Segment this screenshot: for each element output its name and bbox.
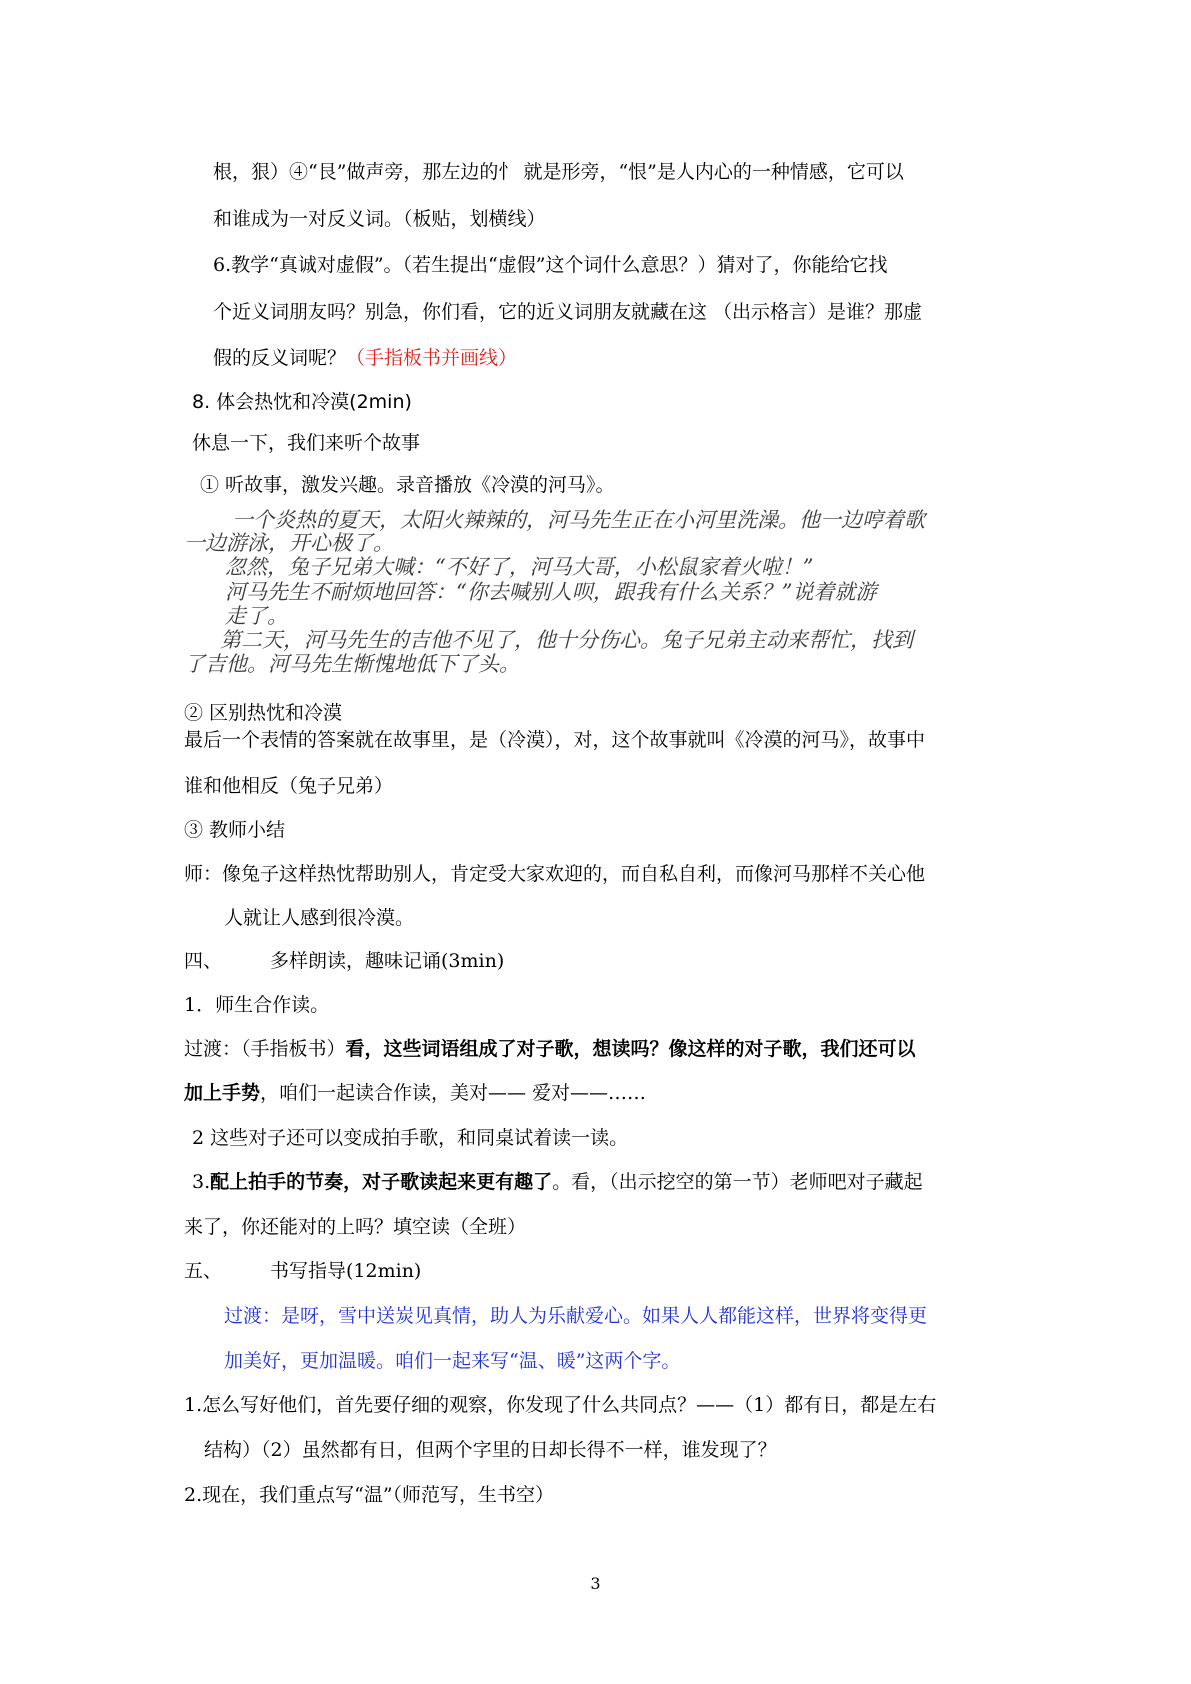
paragraph-line	[184, 1036, 916, 1062]
red-annotation: （手指板书并画线）	[346, 347, 518, 369]
story-line: 一边游泳，开心极了。	[184, 531, 394, 555]
section-title: 书写指导(12min)	[270, 1260, 422, 1282]
bold-text: 看，这些词语组成了对子歌，想读吗？像这样的对子歌，我们还可以	[345, 1038, 916, 1060]
section-title: 多样朗读，趣味记诵(3min)	[270, 950, 505, 972]
section-number: 四、	[184, 950, 223, 972]
paragraph-line: 1.怎么写好他们，首先要仔细的观察，你发现了什么共同点？——（1）都有日，都是左右	[184, 1394, 937, 1416]
paragraph-line: ② 区别热忱和冷漠	[184, 702, 343, 724]
blue-paragraph-line: 加美好，更加温暖。咱们一起来写“温、暖”这两个字。	[224, 1350, 681, 1372]
story-line: 了吉他。河马先生惭愧地低下了头。	[184, 652, 520, 676]
bold-text: 配上拍手的节奏，对子歌读起来更有趣了	[210, 1171, 553, 1193]
text-span: ，咱们一起读合作读，美对—— 爱对——……	[260, 1082, 647, 1104]
story-line: 一个炎热的夏天，太阳火辣辣的，河马先生正在小河里洗澡。他一边哼着歌	[232, 508, 925, 532]
text-span: 假的反义词呢？	[213, 347, 347, 369]
section-heading: 8. 体会热忱和冷漠(2min)	[192, 391, 412, 413]
paragraph-line: 人就让人感到很冷漠。	[224, 907, 415, 929]
paragraph-line: 个近义词朋友吗？别急，你们看，它的近义词朋友就藏在这 （出示格言）是谁？那虚	[213, 301, 923, 323]
text-span: 。看，（出示挖空的第一节）老师吧对子藏起	[552, 1171, 923, 1193]
story-line: 走了。	[225, 604, 288, 628]
paragraph-line	[184, 1080, 646, 1106]
paragraph-line: 2.现在，我们重点写“温”（师范写，生书空）	[184, 1484, 555, 1506]
paragraph-line: 师：像兔子这样热忱帮助别人，肯定受大家欢迎的，而自私自利，而像河马那样不关心他	[184, 863, 926, 885]
section-number: 五、	[184, 1260, 223, 1282]
paragraph-line: ① 听故事，激发兴趣。录音播放《冷漠的河马》。	[200, 474, 615, 496]
paragraph-line: 休息一下，我们来听个故事	[192, 432, 421, 454]
paragraph-line: 结构）（2）虽然都有日，但两个字里的日却长得不一样，谁发现了？	[204, 1439, 777, 1461]
text-span: 3.	[192, 1171, 211, 1193]
text-span: 过渡：（手指板书）	[184, 1038, 346, 1060]
paragraph-line: 来了，你还能对的上吗？填空读（全班）	[184, 1216, 527, 1238]
paragraph-line: 最后一个表情的答案就在故事里，是（冷漠），对，这个故事就叫《冷漠的河马》，故事中	[184, 729, 926, 751]
section-heading	[184, 1258, 421, 1284]
story-line: 忽然，兔子兄弟大喊：“不好了，河马大哥，小松鼠家着火啦！”	[225, 555, 814, 579]
paragraph-line: 根，狠）④“艮”做声旁，那左边的忄 就是形旁，“恨”是人内心的一种情感，它可以	[213, 161, 904, 183]
paragraph-line	[213, 345, 517, 371]
paragraph-line: 6.教学“真诚对虚假”。（若生提出“虚假”这个词什么意思？）猜对了，你能给它找	[213, 254, 888, 276]
story-line: 河马先生不耐烦地回答：“你去喊别人呗，跟我有什么关系？”说着就游	[225, 580, 877, 604]
bold-text: 加上手势	[184, 1082, 261, 1104]
paragraph-line: 和谁成为一对反义词。（板贴，划横线）	[213, 208, 546, 230]
page-number: 3	[590, 1574, 601, 1593]
paragraph-line: ③ 教师小结	[184, 819, 286, 841]
paragraph-line: 谁和他相反（兔子兄弟）	[184, 775, 394, 797]
story-line: 第二天，河马先生的吉他不见了，他十分伤心。兔子兄弟主动来帮忙，找到	[220, 628, 913, 652]
paragraph-line: 1．师生合作读。	[184, 994, 330, 1016]
section-heading	[184, 948, 504, 974]
blue-paragraph-line: 过渡：是呀，雪中送炭见真情，助人为乐献爱心。如果人人都能这样，世界将变得更	[224, 1305, 928, 1327]
paragraph-line: 2 这些对子还可以变成拍手歌，和同桌试着读一读。	[192, 1127, 629, 1149]
paragraph-line	[192, 1169, 923, 1195]
